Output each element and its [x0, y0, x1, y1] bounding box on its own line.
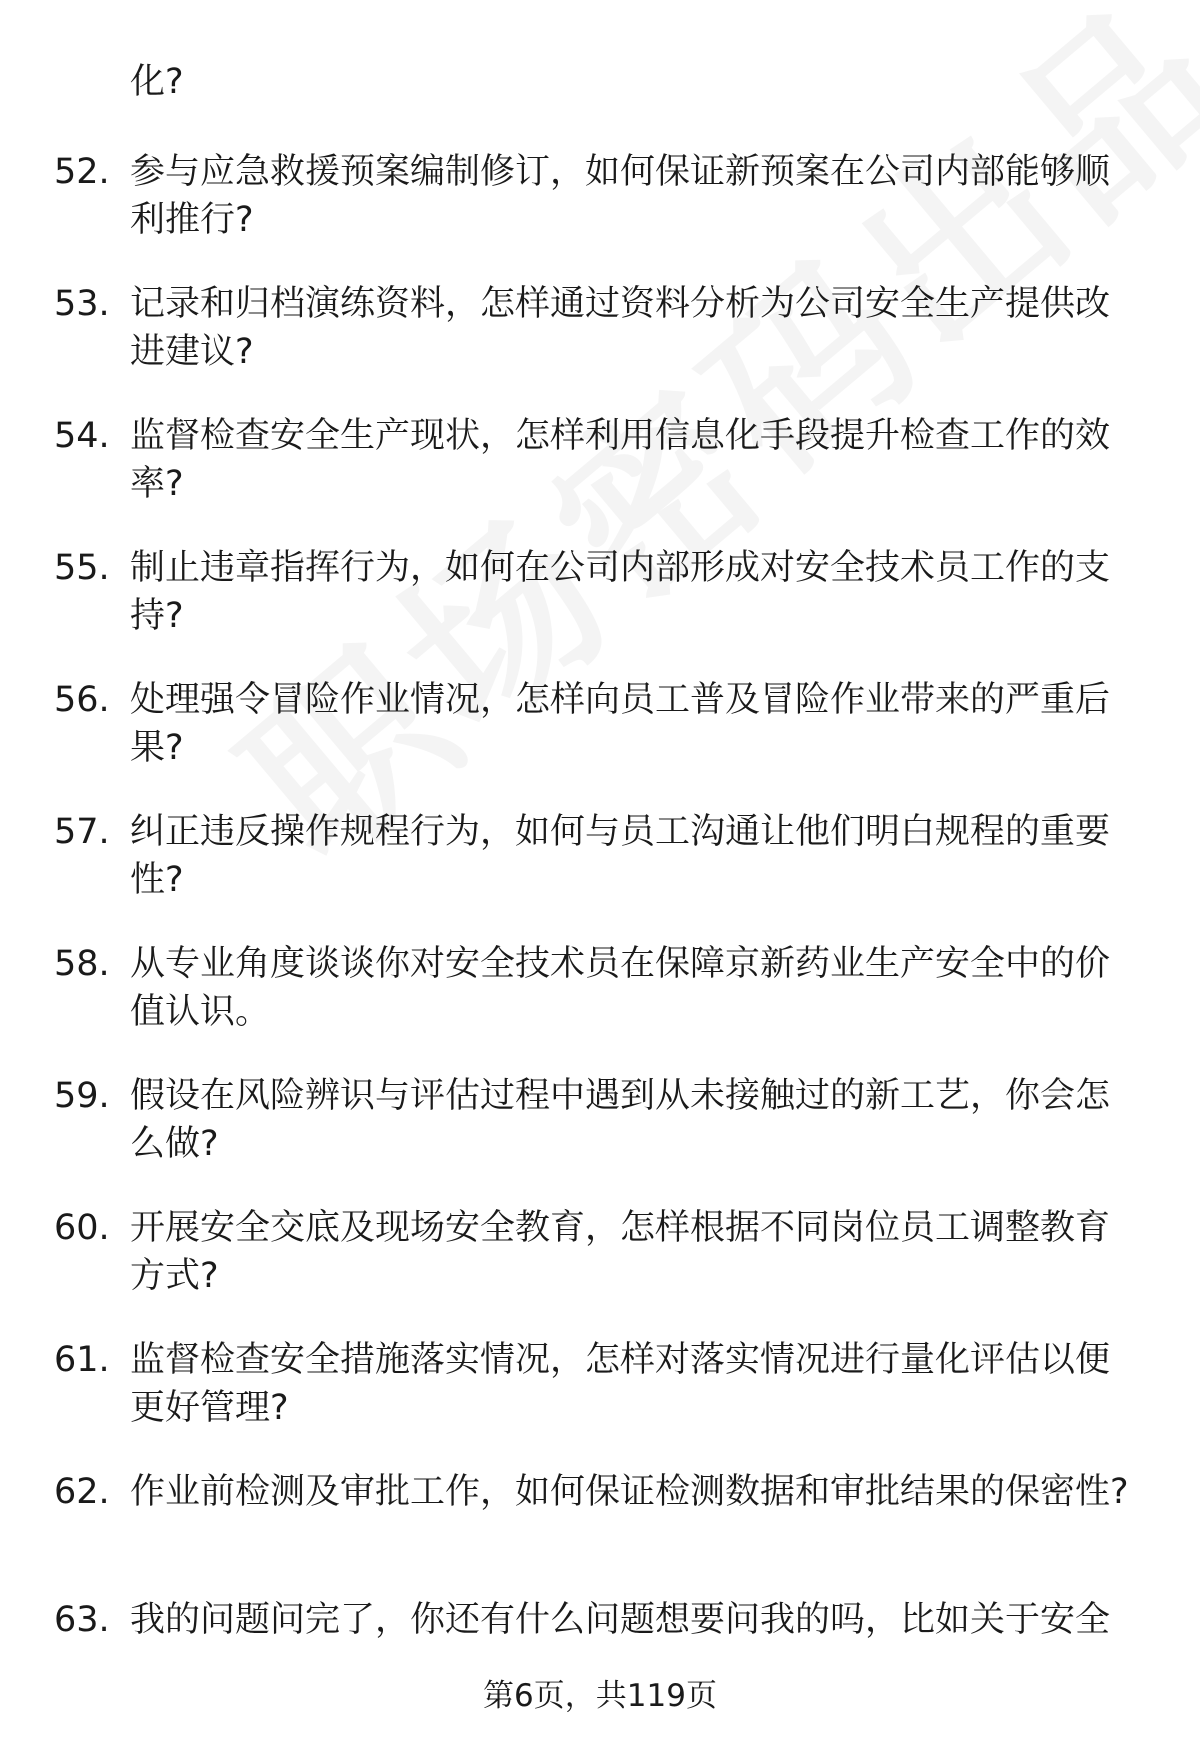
question-text: 记录和归档演练资料，怎样通过资料分析为公司安全生产提供改进建议?: [130, 284, 1111, 372]
question-number: 52.: [54, 152, 110, 192]
question-text: 纠正违反操作规程行为，如何与员工沟通让他们明白规程的重要性?: [130, 812, 1111, 900]
question-text: 作业前检测及审批工作，如何保证检测数据和审批结果的保密性?: [130, 1472, 1129, 1512]
question-item: [54, 148, 1144, 244]
page-footer: 第6页，共119页: [483, 1678, 717, 1714]
question-number: 58.: [54, 944, 110, 984]
question-number: 55.: [54, 548, 110, 588]
question-text: 开展安全交底及现场安全教育，怎样根据不同岗位员工调整教育方式?: [130, 1208, 1111, 1296]
question-text: 参与应急救援预案编制修订，如何保证新预案在公司内部能够顺利推行?: [130, 152, 1111, 240]
question-number: 61.: [54, 1340, 110, 1380]
question-item: [54, 1072, 1144, 1168]
question-number: 54.: [54, 416, 110, 456]
question-number: 60.: [54, 1208, 110, 1248]
question-text: 我的问题问完了，你还有什么问题想要问我的吗，比如关于安全: [130, 1600, 1111, 1640]
question-item: [54, 808, 1144, 904]
question-text: 从专业角度谈谈你对安全技术员在保障京新药业生产安全中的价值认识。: [130, 944, 1111, 1032]
continuation-text: 化?: [130, 62, 184, 102]
question-item: [54, 1204, 1144, 1300]
question-item: [54, 1336, 1144, 1432]
question-number: 56.: [54, 680, 110, 720]
question-text: 监督检查安全生产现状，怎样利用信息化手段提升检查工作的效率?: [130, 416, 1111, 504]
question-text: 处理强令冒险作业情况，怎样向员工普及冒险作业带来的严重后果?: [130, 680, 1111, 768]
question-item: [54, 940, 1144, 1036]
question-item: [54, 1596, 1144, 1644]
question-text: 制止违章指挥行为，如何在公司内部形成对安全技术员工作的支持?: [130, 548, 1111, 636]
question-item: [54, 280, 1144, 376]
question-number: 59.: [54, 1076, 110, 1116]
question-number: 53.: [54, 284, 110, 324]
question-text: 监督检查安全措施落实情况，怎样对落实情况进行量化评估以便更好管理?: [130, 1340, 1111, 1428]
question-text: 假设在风险辨识与评估过程中遇到从未接触过的新工艺，你会怎么做?: [130, 1076, 1111, 1164]
question-item: [54, 412, 1144, 508]
question-item: [54, 1468, 1144, 1516]
question-number: 62.: [54, 1472, 110, 1512]
question-number: 57.: [54, 812, 110, 852]
question-number: 63.: [54, 1600, 110, 1640]
question-item: [54, 544, 1144, 640]
question-item: [54, 676, 1144, 772]
